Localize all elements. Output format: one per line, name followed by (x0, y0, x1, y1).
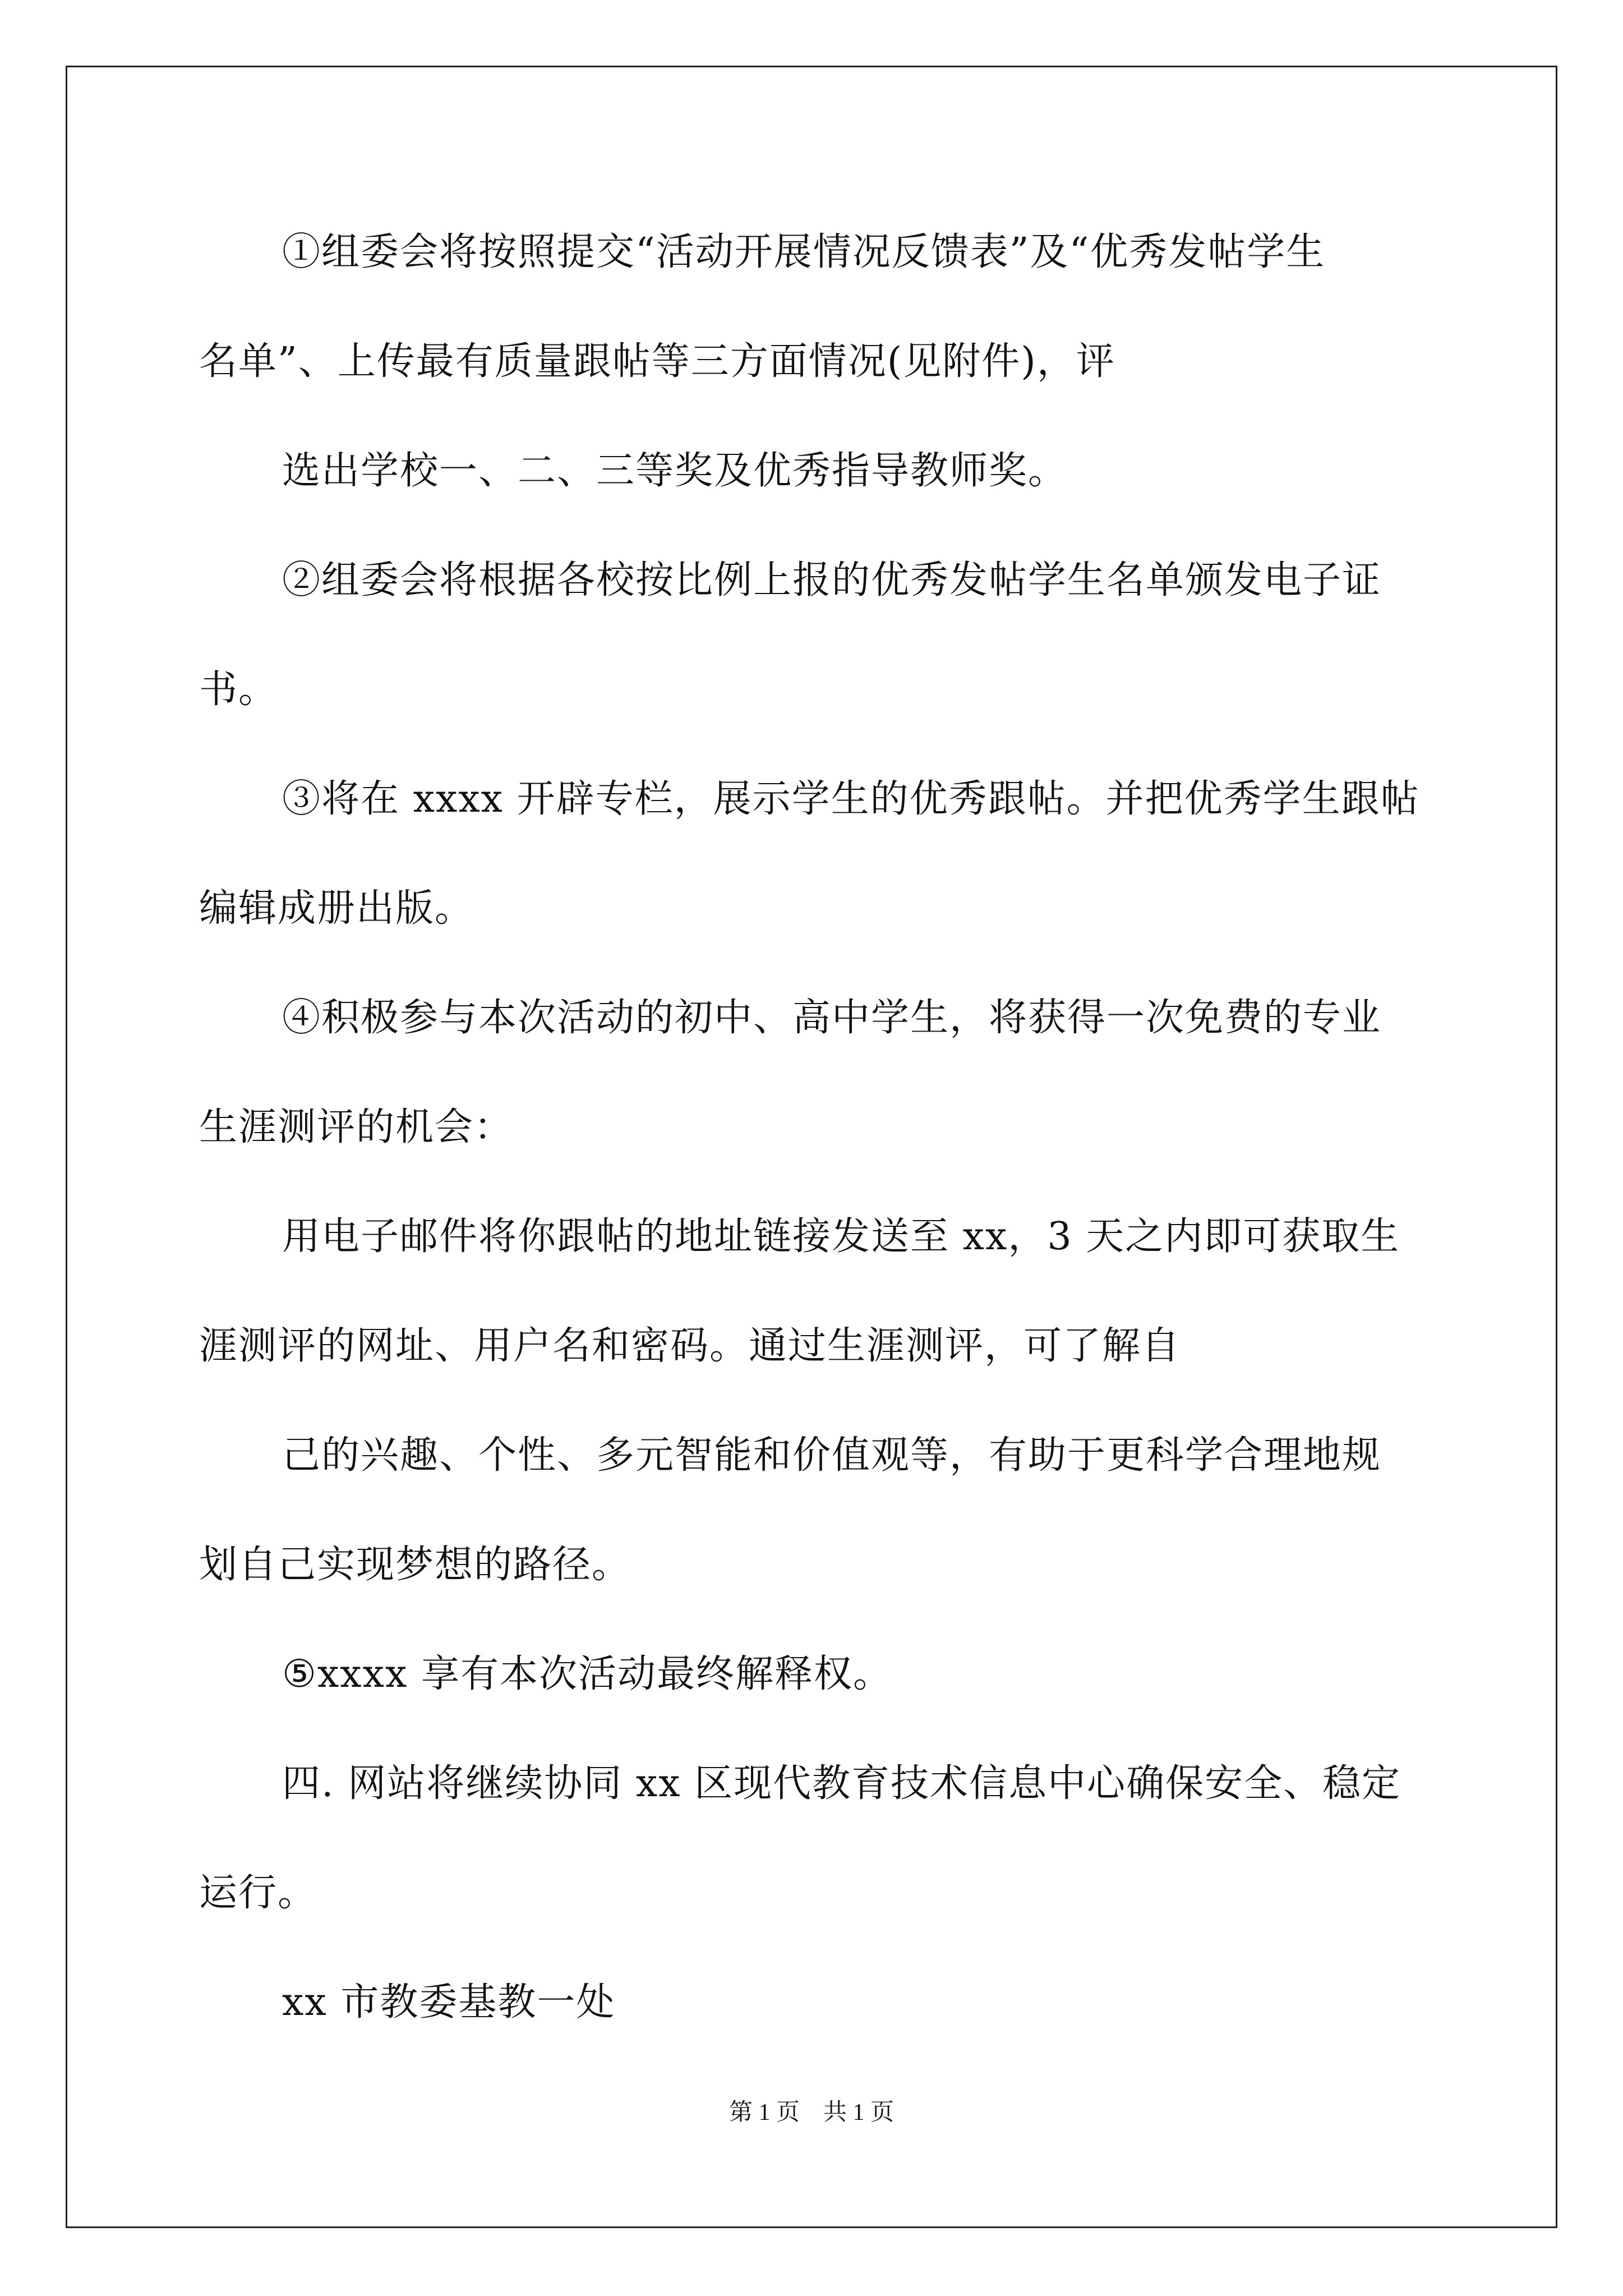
paragraph-2-line-2: 书。 (199, 668, 278, 712)
paragraph-1-line-1: ①组委会将按照提交“活动开展情况反馈表”及“优秀发帖学生 (282, 230, 1326, 274)
paragraph-1-line-3: 选出学校一、二、三等奖及优秀指导教师奖。 (282, 449, 1068, 493)
paragraph-5-line-2: 涯测评的网址、用户名和密码。通过生涯测评，可了解自 (199, 1324, 1181, 1368)
paragraph-3-line-1: ③将在 xxxx 开辟专栏，展示学生的优秀跟帖。并把优秀学生跟帖 (282, 777, 1420, 821)
paragraph-4-line-1: ④积极参与本次活动的初中、高中学生，将获得一次免费的专业 (282, 996, 1382, 1040)
paragraph-7-line-1: 四. 网站将继续协同 xx 区现代教育技术信息中心确保安全、稳定 (282, 1761, 1401, 1806)
paragraph-1-line-2: 名单”、上传最有质量跟帖等三方面情况(见附件)，评 (199, 339, 1115, 384)
paragraph-4-line-2: 生涯测评的机会： (199, 1105, 514, 1149)
paragraph-5-line-3: 己的兴趣、个性、多元智能和价值观等，有助于更科学合理地规 (282, 1433, 1382, 1478)
paragraph-6-line-1: ⑤xxxx 享有本次活动最终解释权。 (282, 1652, 892, 1696)
page-number-footer: 第 1 页 共 1 页 (728, 2100, 894, 2125)
paragraph-2-line-1: ②组委会将根据各校按比例上报的优秀发帖学生名单颁发电子证 (282, 558, 1382, 602)
paragraph-7-line-2: 运行。 (199, 1871, 317, 1915)
signature-line: xx 市教委基教一处 (282, 1980, 616, 2024)
paragraph-5-line-4: 划自己实现梦想的路径。 (199, 1543, 631, 1587)
paragraph-3-line-2: 编辑成册出版。 (199, 886, 474, 931)
paragraph-5-line-1: 用电子邮件将你跟帖的地址链接发送至 xx，3 天之内即可获取生 (282, 1214, 1400, 1259)
